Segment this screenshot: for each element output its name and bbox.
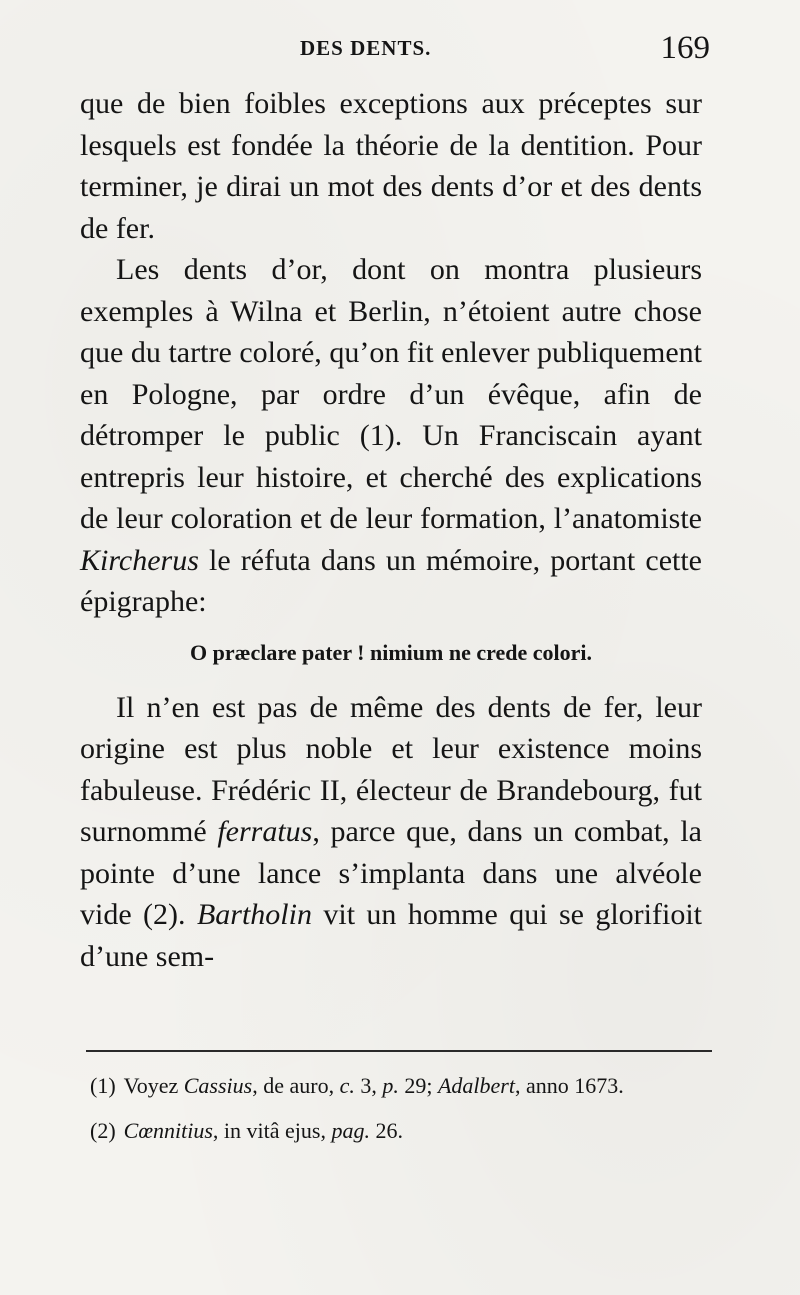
paragraph-3-italic-bartholin: Bartholin [196,898,312,931]
footnote-1-text: 29; [398,1073,438,1098]
page-number: 169 [660,30,710,66]
footnote-2-italic: Cœnnitius [123,1118,213,1143]
footnote-1-text: , de auro, [252,1073,340,1098]
paragraph-2-italic-name: Kircherus [80,543,199,577]
footnote-2-text: , in vitâ ejus, [212,1118,332,1143]
paragraph-3-italic-ferratus: ferratus [217,815,313,848]
paragraph-3-text-b: , parce que, dans un combat, la pointe d’une lance s’implanta dans une alvéole vide (2). [80,815,702,931]
footnote-1-marker: (1) [90,1073,116,1098]
footnote-divider [86,1050,712,1052]
footnote-1-text: , anno 1673. [514,1073,624,1098]
footnote-1-text: Voyez [123,1073,184,1098]
page-header [80,30,710,70]
epigraph: O præclare pater ! nimium ne crede colori. [189,639,593,665]
footnote-1-italic: c. [339,1073,355,1098]
footnote-2-text: 26. [369,1118,403,1143]
paragraph-2 [80,249,702,623]
footnote-2-marker: (2) [90,1118,116,1143]
paragraph-3-text-c: vit un homme qui se glorifioit d’une sem- [80,898,702,973]
paragraph-1: que de bien foibles exceptions aux préceptes sur lesquels est fondée la théorie de la dentition. Pour terminer, je dirai un mot des dents d’or et des dents de fer. [80,87,702,245]
footnote-1-text: 3, [354,1073,383,1098]
footnotes [90,1070,712,1160]
paragraph-2-text-a: Les dents d’or, dont on montra plusieurs exemples à Wilna et Berlin, n’étoient autre chose que du tartre coloré, qu’on fit enlever publiquement en Pologne, par ordre d’un évêque, afin de détromper le public (1). Un Franciscain ayant entrepris leur histoire, et cherché des explications de leur coloration et de leur formation, l’anatomiste [80,253,702,535]
footnote-1-italic: Cassius [183,1073,253,1098]
paragraph-2-text-b: le réfuta dans un mémoire, portant cette épigraphe: [80,543,702,618]
footnote-2 [90,1115,712,1146]
paragraph-3-text-a: Il n’en est pas de même des dents de fer, leur origine est plus noble et leur existence moins fabuleuse. Frédéric II, électeur de Brandebourg, fut surnommé [80,690,702,848]
footnote-2-italic: pag. [331,1118,370,1143]
footnote-1 [90,1070,712,1101]
footnote-1-italic: Adalbert [437,1073,515,1098]
running-head: DES DENTS. [300,36,432,60]
paragraph-3 [80,687,702,978]
footnote-1-italic: p. [382,1073,399,1098]
main-text [80,83,702,977]
